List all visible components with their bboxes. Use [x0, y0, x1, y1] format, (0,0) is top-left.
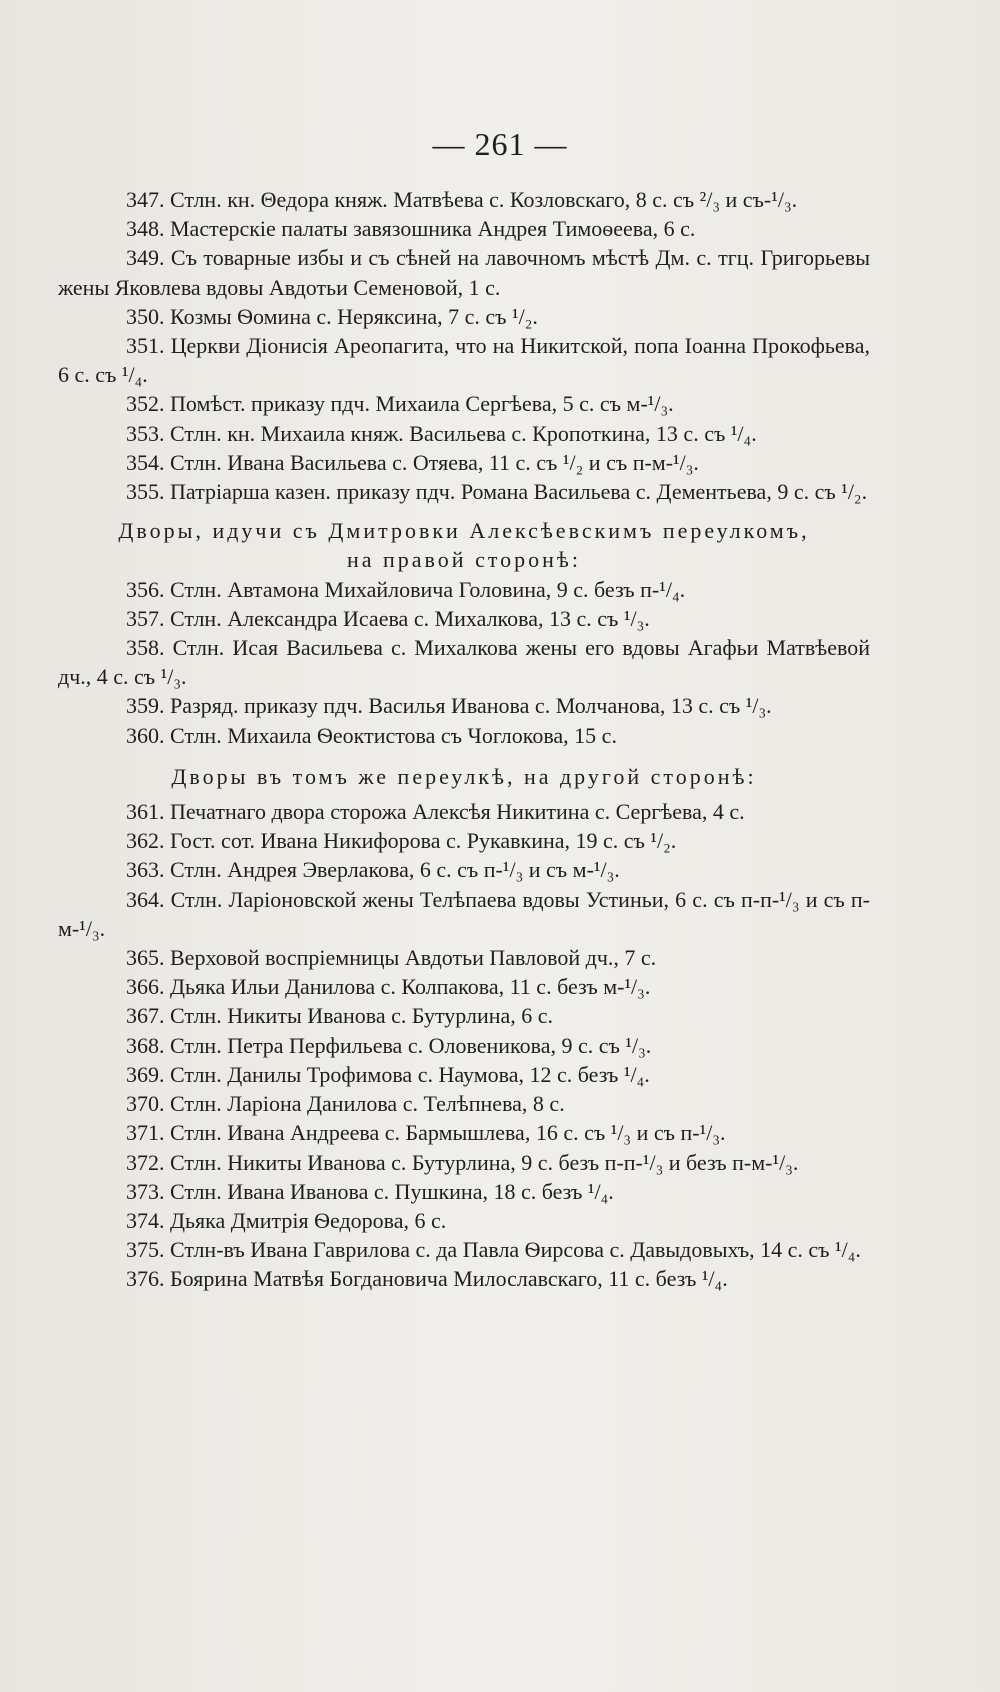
list-item: 368. Стлн. Петра Перфильева с. Оловеникова, 9 с. съ ¹/₃. [126, 1032, 652, 1058]
list-item: 353. Стлн. кн. Михаила княж. Васильева с. Кропоткина, 13 с. съ ¹/₄. [126, 420, 757, 446]
list-item: 370. Стлн. Ларіона Данилова с. Телѣпнева, 8 с. [126, 1091, 565, 1117]
list-item: 369. Стлн. Данилы Трофимова с. Наумова, 12 с. безъ ¹/₄. [126, 1061, 650, 1087]
list-item: 354. Стлн. Ивана Васильева с. Отяева, 11 с. съ ¹/₂ и съ п-м-¹/₃. [126, 449, 699, 475]
list-item: 376. Боярина Матвѣя Богдановича Милославскаго, 11 с. безъ ¹/₄. [126, 1266, 728, 1292]
list-item: 373. Стлн. Ивана Иванова с. Пушкина, 18 с. безъ ¹/₄. [126, 1178, 614, 1204]
list-item: 348. Мастерскіе палаты завязошника Андрея Тимоѳеева, 6 с. [126, 216, 696, 242]
list-item: 351. Церкви Діонисія Ареопагита, что на Никитской, попа Іоанна Прокофьева, 6 с. съ ¹/₄. [58, 333, 870, 388]
list-item: 356. Стлн. Автамона Михайловича Головина, 9 с. безъ п-¹/₄. [126, 576, 686, 602]
list-item: 358. Стлн. Исая Васильева с. Михалкова жены его вдовы Агафьи Матвѣевой дч., 4 с. съ ¹/₃. [58, 635, 870, 690]
list-item: 355. Патріарша казен. приказу пдч. Романа Васильева с. Дементьева, 9 с. съ ¹/₂. [126, 479, 868, 505]
list-item: 362. Гост. сот. Ивана Никифорова с. Рукавкина, 19 с. съ ¹/₂. [126, 828, 677, 854]
list-item: 374. Дьяка Дмитрія Ѳедорова, 6 с. [126, 1207, 447, 1233]
list-item: 359. Разряд. приказу пдч. Василья Иванова с. Молчанова, 13 с. съ ¹/₃. [126, 693, 772, 719]
section-heading-line: на правой сторонѣ: [346, 547, 581, 573]
list-item: 364. Стлн. Ларіоновской жены Телѣпаева вдовы Устиньи, 6 с. съ п-п-¹/₃ и съ п-м-¹/₃. [58, 886, 870, 941]
list-item: 371. Стлн. Ивана Андреева с. Бармышлева, 16 с. съ ¹/₃ и съ п-¹/₃. [126, 1120, 726, 1146]
list-item: 360. Стлн. Михаила Ѳеоктистова съ Чоглокова, 15 с. [126, 722, 617, 748]
list-item: 375. Стлн-въ Ивана Гаврилова с. да Павла Ѳирсова с. Давыдовыхъ, 14 с. съ ¹/₄. [126, 1237, 861, 1263]
list-item: 349. Съ товарные избы и съ сѣней на лавочномъ мѣстѣ Дм. с. тгц. Григорьевы жены Яковлева вдовы Авдотьи Семеновой, 1 с. [58, 245, 870, 300]
section-heading-right-side [58, 516, 870, 574]
list-item: 363. Стлн. Андрея Эверлакова, 6 с. съ п-¹/₃ и съ м-¹/₃. [126, 857, 620, 883]
page-number: — 261 — [432, 126, 568, 162]
list-item: 361. Печатнаго двора сторожа Алексѣя Никитина с. Сергѣева, 4 с. [126, 799, 745, 825]
list-item: 366. Дьяка Ильи Данилова с. Колпакова, 11 с. безъ м-¹/₃. [126, 974, 651, 1000]
list-item: 347. Стлн. кн. Θедора княж. Матвѣева с. Козловскаго, 8 с. съ ²/₃ и съ-¹/₃. [126, 187, 798, 212]
list-item: 365. Верховой воспріемницы Авдотьи Павловой дч., 7 с. [126, 945, 657, 971]
list-item: 352. Помѣст. приказу пдч. Михаила Сергѣева, 5 с. съ м-¹/₃. [126, 391, 674, 417]
section-heading-line: Дворы, идучи съ Дмитровки Алексѣевскимъ переулкомъ, [118, 518, 810, 544]
list-item: 372. Стлн. Никиты Иванова с. Бутурлина, 9 с. безъ п-п-¹/₃ и безъ п-м-¹/₃. [126, 1149, 799, 1175]
section-heading-other-side: Дворы въ томъ же переулкѣ, на другой сторонѣ: [171, 763, 757, 789]
list-item: 357. Стлн. Александра Исаева с. Михалкова, 13 с. съ ¹/₃. [126, 605, 650, 631]
list-item: 350. Козмы Ѳомина с. Неряксина, 7 с. съ ¹/₂. [126, 303, 538, 329]
list-item: 367. Стлн. Никиты Иванова с. Бутурлина, 6 с. [126, 1003, 554, 1029]
page-body [58, 185, 870, 1294]
